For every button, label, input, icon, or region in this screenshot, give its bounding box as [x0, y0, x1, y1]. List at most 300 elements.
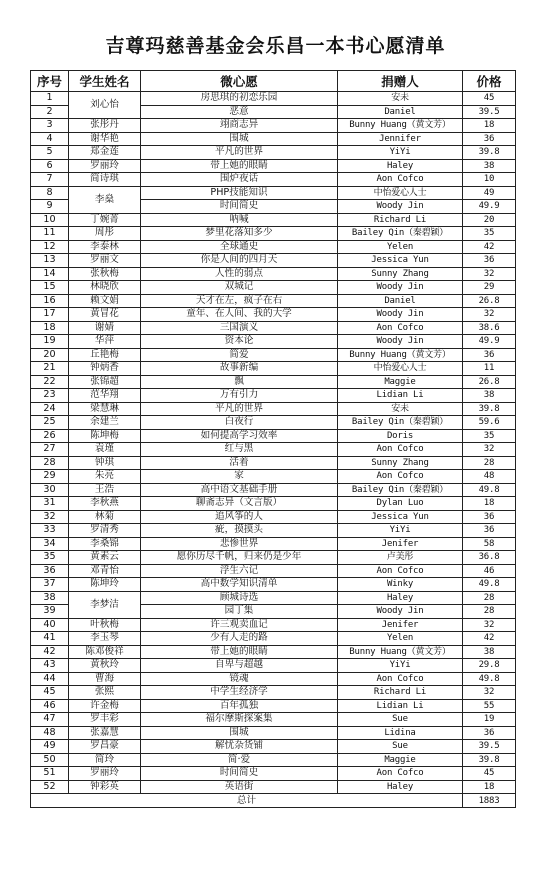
table-row: [31, 362, 516, 376]
student-name: 许金梅: [69, 699, 141, 713]
donor-name: Haley: [338, 591, 463, 605]
row-number: 22: [31, 375, 69, 389]
donor-name: Sunny Zhang: [338, 456, 463, 470]
table-row: [31, 227, 516, 241]
wish-title: 飘: [141, 375, 338, 389]
table-row: [31, 254, 516, 268]
row-number: 24: [31, 402, 69, 416]
wish-title: 时间简史: [141, 767, 338, 781]
page-title: 吉尊玛慈善基金会乐昌一本书心愿清单: [105, 35, 446, 57]
donor-name: Daniel: [338, 294, 463, 308]
student-name: 华萍: [69, 335, 141, 349]
price: 36: [463, 254, 516, 268]
table-row: [31, 524, 516, 538]
table-row: [31, 267, 516, 281]
row-number: 52: [31, 780, 69, 794]
price: 38: [463, 389, 516, 403]
student-name: 张秋梅: [69, 267, 141, 281]
price: 11: [463, 362, 516, 376]
donor-name: Bunny Huang（黄文芳）: [338, 348, 463, 362]
wish-title: 少有人走的路: [141, 632, 338, 646]
donor-name: Lidina: [338, 726, 463, 740]
wish-title: 故事新编: [141, 362, 338, 376]
table-row: [31, 240, 516, 254]
price: 35: [463, 429, 516, 443]
table-row: [31, 618, 516, 632]
donor-name: YiYi: [338, 146, 463, 160]
donor-name: Richard Li: [338, 686, 463, 700]
donor-name: YiYi: [338, 659, 463, 673]
donor-name: Winky: [338, 578, 463, 592]
table-row: [31, 456, 516, 470]
row-number: 10: [31, 213, 69, 227]
price: 36.8: [463, 551, 516, 565]
price: 39.8: [463, 402, 516, 416]
student-name: 李桑锦: [69, 537, 141, 551]
wish-title: 时间简史: [141, 200, 338, 214]
row-number: 32: [31, 510, 69, 524]
donor-name: Daniel: [338, 105, 463, 119]
price: 59.6: [463, 416, 516, 430]
table-row: [31, 767, 516, 781]
table-row: [31, 159, 516, 173]
header-wish: 微心愿: [141, 71, 338, 92]
table-row: [31, 564, 516, 578]
price: 19: [463, 713, 516, 727]
row-number: 4: [31, 132, 69, 146]
wish-title: 中学生经济学: [141, 686, 338, 700]
donor-name: Bailey Qin（秦碧颖）: [338, 227, 463, 241]
donor-name: Aon Cofco: [338, 321, 463, 335]
donor-name: Aon Cofco: [338, 470, 463, 484]
row-number: 37: [31, 578, 69, 592]
price: 46: [463, 564, 516, 578]
student-name: 钟彩英: [69, 780, 141, 794]
donor-name: Haley: [338, 159, 463, 173]
price: 49.8: [463, 483, 516, 497]
student-name: 陈邓俊祥: [69, 645, 141, 659]
table-body: [31, 92, 516, 794]
donor-name: Yelen: [338, 240, 463, 254]
wish-title: 悲惨世界: [141, 537, 338, 551]
row-number: 15: [31, 281, 69, 295]
donor-name: Bunny Huang（黄文芳）: [338, 645, 463, 659]
wish-title: 围城: [141, 726, 338, 740]
table-row: [31, 672, 516, 686]
donor-name: Sunny Zhang: [338, 267, 463, 281]
student-name: 赖文娟: [69, 294, 141, 308]
student-name: 余建兰: [69, 416, 141, 430]
wish-title: 简爱: [141, 348, 338, 362]
wish-title: 房思琪的初恋乐园: [141, 92, 338, 106]
donor-name: Richard Li: [338, 213, 463, 227]
row-number: 12: [31, 240, 69, 254]
row-number: 7: [31, 173, 69, 187]
row-number: 11: [31, 227, 69, 241]
table-row: [31, 389, 516, 403]
wish-title: 人性的弱点: [141, 267, 338, 281]
wish-title: 愿你历尽千帆，归来仍是少年: [141, 551, 338, 565]
donor-name: Doris: [338, 429, 463, 443]
donor-name: Aon Cofco: [338, 173, 463, 187]
price: 18: [463, 780, 516, 794]
price: 28: [463, 605, 516, 619]
donor-name: Maggie: [338, 753, 463, 767]
student-name: 刘心怡: [69, 92, 141, 119]
table-row: [31, 375, 516, 389]
donor-name: Aon Cofco: [338, 443, 463, 457]
price: 55: [463, 699, 516, 713]
wish-title: 资本论: [141, 335, 338, 349]
wish-title: 翊商志异: [141, 119, 338, 133]
wish-title: 红与黑: [141, 443, 338, 457]
donor-name: Sue: [338, 740, 463, 754]
table-row: [31, 308, 516, 322]
row-number: 16: [31, 294, 69, 308]
wish-title: 白夜行: [141, 416, 338, 430]
row-number: 35: [31, 551, 69, 565]
student-name: 陈坤梅: [69, 429, 141, 443]
student-name: 钟炳香: [69, 362, 141, 376]
wish-title: 围炉夜话: [141, 173, 338, 187]
donor-name: Jennifer: [338, 132, 463, 146]
price: 28: [463, 456, 516, 470]
wish-title: 童年、在人间、我的大学: [141, 308, 338, 322]
student-name: 李梦洁: [69, 591, 141, 618]
student-name: 叶秋梅: [69, 618, 141, 632]
wish-title: 活着: [141, 456, 338, 470]
table-row: [31, 740, 516, 754]
wish-list-table: [30, 70, 516, 808]
price: 29.8: [463, 659, 516, 673]
wish-title: 聊斋志异（文言版）: [141, 497, 338, 511]
row-number: 38: [31, 591, 69, 605]
table-row: [31, 119, 516, 133]
wish-title: 恶意: [141, 105, 338, 119]
student-name: 李燊: [69, 186, 141, 213]
table-row: [31, 186, 516, 200]
table-row: [31, 659, 516, 673]
student-name: 简玲: [69, 753, 141, 767]
price: 42: [463, 240, 516, 254]
row-number: 42: [31, 645, 69, 659]
price: 49: [463, 186, 516, 200]
price: 39.8: [463, 146, 516, 160]
student-name: 曹海: [69, 672, 141, 686]
price: 36: [463, 726, 516, 740]
donor-name: Woody Jin: [338, 308, 463, 322]
row-number: 39: [31, 605, 69, 619]
student-name: 罗丽玲: [69, 767, 141, 781]
row-number: 49: [31, 740, 69, 754]
row-number: 1: [31, 92, 69, 106]
table-row: [31, 429, 516, 443]
table-row: [31, 146, 516, 160]
donor-name: 中怡爱心人士: [338, 186, 463, 200]
student-name: 谢婧: [69, 321, 141, 335]
donor-name: Haley: [338, 780, 463, 794]
price: 45: [463, 767, 516, 781]
price: 29: [463, 281, 516, 295]
price: 38: [463, 645, 516, 659]
student-name: 林菊: [69, 510, 141, 524]
table-row: [31, 497, 516, 511]
total-label: 总计: [31, 794, 463, 808]
table-row: [31, 537, 516, 551]
price: 39.5: [463, 740, 516, 754]
donor-name: Sue: [338, 713, 463, 727]
donor-name: Aon Cofco: [338, 767, 463, 781]
wish-title: 呐喊: [141, 213, 338, 227]
header-price: 价格: [463, 71, 516, 92]
student-name: 谢华艳: [69, 132, 141, 146]
student-name: 朱亮: [69, 470, 141, 484]
student-name: 陈坤玲: [69, 578, 141, 592]
wish-title: 许三观卖血记: [141, 618, 338, 632]
donor-name: Jessica Yun: [338, 510, 463, 524]
price: 18: [463, 497, 516, 511]
row-number: 3: [31, 119, 69, 133]
price: 32: [463, 308, 516, 322]
row-number: 20: [31, 348, 69, 362]
price: 36: [463, 348, 516, 362]
price: 36: [463, 132, 516, 146]
price: 32: [463, 686, 516, 700]
row-number: 28: [31, 456, 69, 470]
table-row: [31, 416, 516, 430]
price: 32: [463, 267, 516, 281]
wish-title: 家: [141, 470, 338, 484]
table-row: [31, 213, 516, 227]
wish-title: 自卑与超越: [141, 659, 338, 673]
wish-title: 高中数学知识清单: [141, 578, 338, 592]
student-name: 黄冒花: [69, 308, 141, 322]
price: 49.9: [463, 335, 516, 349]
wish-title: 简·爱: [141, 753, 338, 767]
table-row: [31, 645, 516, 659]
row-number: 45: [31, 686, 69, 700]
student-name: 罗昌豪: [69, 740, 141, 754]
donor-name: Bunny Huang（黄文芳）: [338, 119, 463, 133]
student-name: 罗丽文: [69, 254, 141, 268]
price: 32: [463, 618, 516, 632]
total-value: 1883: [463, 794, 516, 808]
wish-title: 园丁集: [141, 605, 338, 619]
row-number: 17: [31, 308, 69, 322]
wish-title: 平凡的世界: [141, 146, 338, 160]
price: 28: [463, 591, 516, 605]
table-header-row: [31, 71, 516, 92]
student-name: 张嘉慧: [69, 726, 141, 740]
price: 35: [463, 227, 516, 241]
row-number: 46: [31, 699, 69, 713]
table-row: [31, 402, 516, 416]
row-number: 34: [31, 537, 69, 551]
row-number: 41: [31, 632, 69, 646]
row-number: 25: [31, 416, 69, 430]
table-row: [31, 321, 516, 335]
row-number: 44: [31, 672, 69, 686]
price: 49.8: [463, 672, 516, 686]
row-number: 5: [31, 146, 69, 160]
wish-title: 万有引力: [141, 389, 338, 403]
student-name: 黄秋玲: [69, 659, 141, 673]
wish-title: 百年孤独: [141, 699, 338, 713]
student-name: 罗清秀: [69, 524, 141, 538]
price: 42: [463, 632, 516, 646]
table-row: [31, 713, 516, 727]
table-row: [31, 294, 516, 308]
donor-name: Jessica Yun: [338, 254, 463, 268]
table-row: [31, 726, 516, 740]
wish-title: 如何提高学习效率: [141, 429, 338, 443]
price: 48: [463, 470, 516, 484]
donor-name: Jenifer: [338, 537, 463, 551]
price: 20: [463, 213, 516, 227]
table-row: [31, 173, 516, 187]
row-number: 51: [31, 767, 69, 781]
row-number: 50: [31, 753, 69, 767]
donor-name: 中怡爱心人士: [338, 362, 463, 376]
price: 26.8: [463, 375, 516, 389]
price: 49.9: [463, 200, 516, 214]
table-row: [31, 632, 516, 646]
price: 36: [463, 524, 516, 538]
wish-title: 高中语文基础手册: [141, 483, 338, 497]
table-row: [31, 780, 516, 794]
row-number: 27: [31, 443, 69, 457]
price: 39.8: [463, 753, 516, 767]
price: 58: [463, 537, 516, 551]
price: 45: [463, 92, 516, 106]
price: 38: [463, 159, 516, 173]
row-number: 13: [31, 254, 69, 268]
row-number: 8: [31, 186, 69, 200]
row-number: 30: [31, 483, 69, 497]
table-row: [31, 686, 516, 700]
donor-name: 安未: [338, 92, 463, 106]
row-number: 43: [31, 659, 69, 673]
donor-name: Dylan Luo: [338, 497, 463, 511]
wish-title: 三国演义: [141, 321, 338, 335]
donor-name: Woody Jin: [338, 200, 463, 214]
table-row: [31, 348, 516, 362]
donor-name: 安未: [338, 402, 463, 416]
table-row: [31, 510, 516, 524]
wish-title: 带上她的眼睛: [141, 159, 338, 173]
student-name: 郑金莲: [69, 146, 141, 160]
price: 49.8: [463, 578, 516, 592]
wish-title: 你是人间的四月天: [141, 254, 338, 268]
row-number: 48: [31, 726, 69, 740]
student-name: 袁瑾: [69, 443, 141, 457]
donor-name: Bailey Qin（秦碧颖）: [338, 483, 463, 497]
donor-name: Maggie: [338, 375, 463, 389]
student-name: 罗丰彩: [69, 713, 141, 727]
row-number: 29: [31, 470, 69, 484]
donor-name: Lidian Li: [338, 699, 463, 713]
student-name: 范华翔: [69, 389, 141, 403]
donor-name: Aon Cofco: [338, 672, 463, 686]
donor-name: Bailey Qin（秦碧颖）: [338, 416, 463, 430]
price: 26.8: [463, 294, 516, 308]
price: 39.5: [463, 105, 516, 119]
table-row: [31, 483, 516, 497]
student-name: 李泰林: [69, 240, 141, 254]
table-row: [31, 335, 516, 349]
row-number: 21: [31, 362, 69, 376]
student-name: 钟琪: [69, 456, 141, 470]
table-row: [31, 551, 516, 565]
student-name: 罗丽玲: [69, 159, 141, 173]
student-name: 张熙: [69, 686, 141, 700]
row-number: 9: [31, 200, 69, 214]
header-student-name: 学生姓名: [69, 71, 141, 92]
student-name: 黄素云: [69, 551, 141, 565]
student-name: 周彤: [69, 227, 141, 241]
wish-title: PHP技能知识: [141, 186, 338, 200]
row-number: 31: [31, 497, 69, 511]
wish-title: 浮生六记: [141, 564, 338, 578]
student-name: 梁慧琳: [69, 402, 141, 416]
student-name: 李秋燕: [69, 497, 141, 511]
donor-name: Woody Jin: [338, 335, 463, 349]
donor-name: Woody Jin: [338, 281, 463, 295]
total-row: [31, 794, 516, 808]
wish-title: 解忧杂货铺: [141, 740, 338, 754]
price: 18: [463, 119, 516, 133]
student-name: 丘艳梅: [69, 348, 141, 362]
wish-title: 疵，摸摸头: [141, 524, 338, 538]
wish-title: 英语街: [141, 780, 338, 794]
donor-name: Aon Cofco: [338, 564, 463, 578]
donor-name: YiYi: [338, 524, 463, 538]
wish-title: 镜魂: [141, 672, 338, 686]
wish-title: 顾城诗选: [141, 591, 338, 605]
header-number: 序号: [31, 71, 69, 92]
table-row: [31, 92, 516, 106]
student-name: 张彤丹: [69, 119, 141, 133]
price: 36: [463, 510, 516, 524]
row-number: 6: [31, 159, 69, 173]
row-number: 36: [31, 564, 69, 578]
wish-title: 带上她的眼睛: [141, 645, 338, 659]
donor-name: Jenifer: [338, 618, 463, 632]
student-name: 林晓欣: [69, 281, 141, 295]
price: 38.6: [463, 321, 516, 335]
table-row: [31, 699, 516, 713]
student-name: 丁婉菁: [69, 213, 141, 227]
table-row: [31, 132, 516, 146]
row-number: 33: [31, 524, 69, 538]
price: 10: [463, 173, 516, 187]
student-name: 李玉琴: [69, 632, 141, 646]
row-number: 14: [31, 267, 69, 281]
wish-title: 平凡的世界: [141, 402, 338, 416]
wish-title: 福尔摩斯探案集: [141, 713, 338, 727]
wish-title: 梦里花落知多少: [141, 227, 338, 241]
wish-title: 天才在左，疯子在右: [141, 294, 338, 308]
price: 32: [463, 443, 516, 457]
row-number: 23: [31, 389, 69, 403]
wish-title: 追风筝的人: [141, 510, 338, 524]
table-row: [31, 753, 516, 767]
student-name: 邓青怡: [69, 564, 141, 578]
table-row: [31, 578, 516, 592]
student-name: 简诗琪: [69, 173, 141, 187]
row-number: 19: [31, 335, 69, 349]
row-number: 40: [31, 618, 69, 632]
